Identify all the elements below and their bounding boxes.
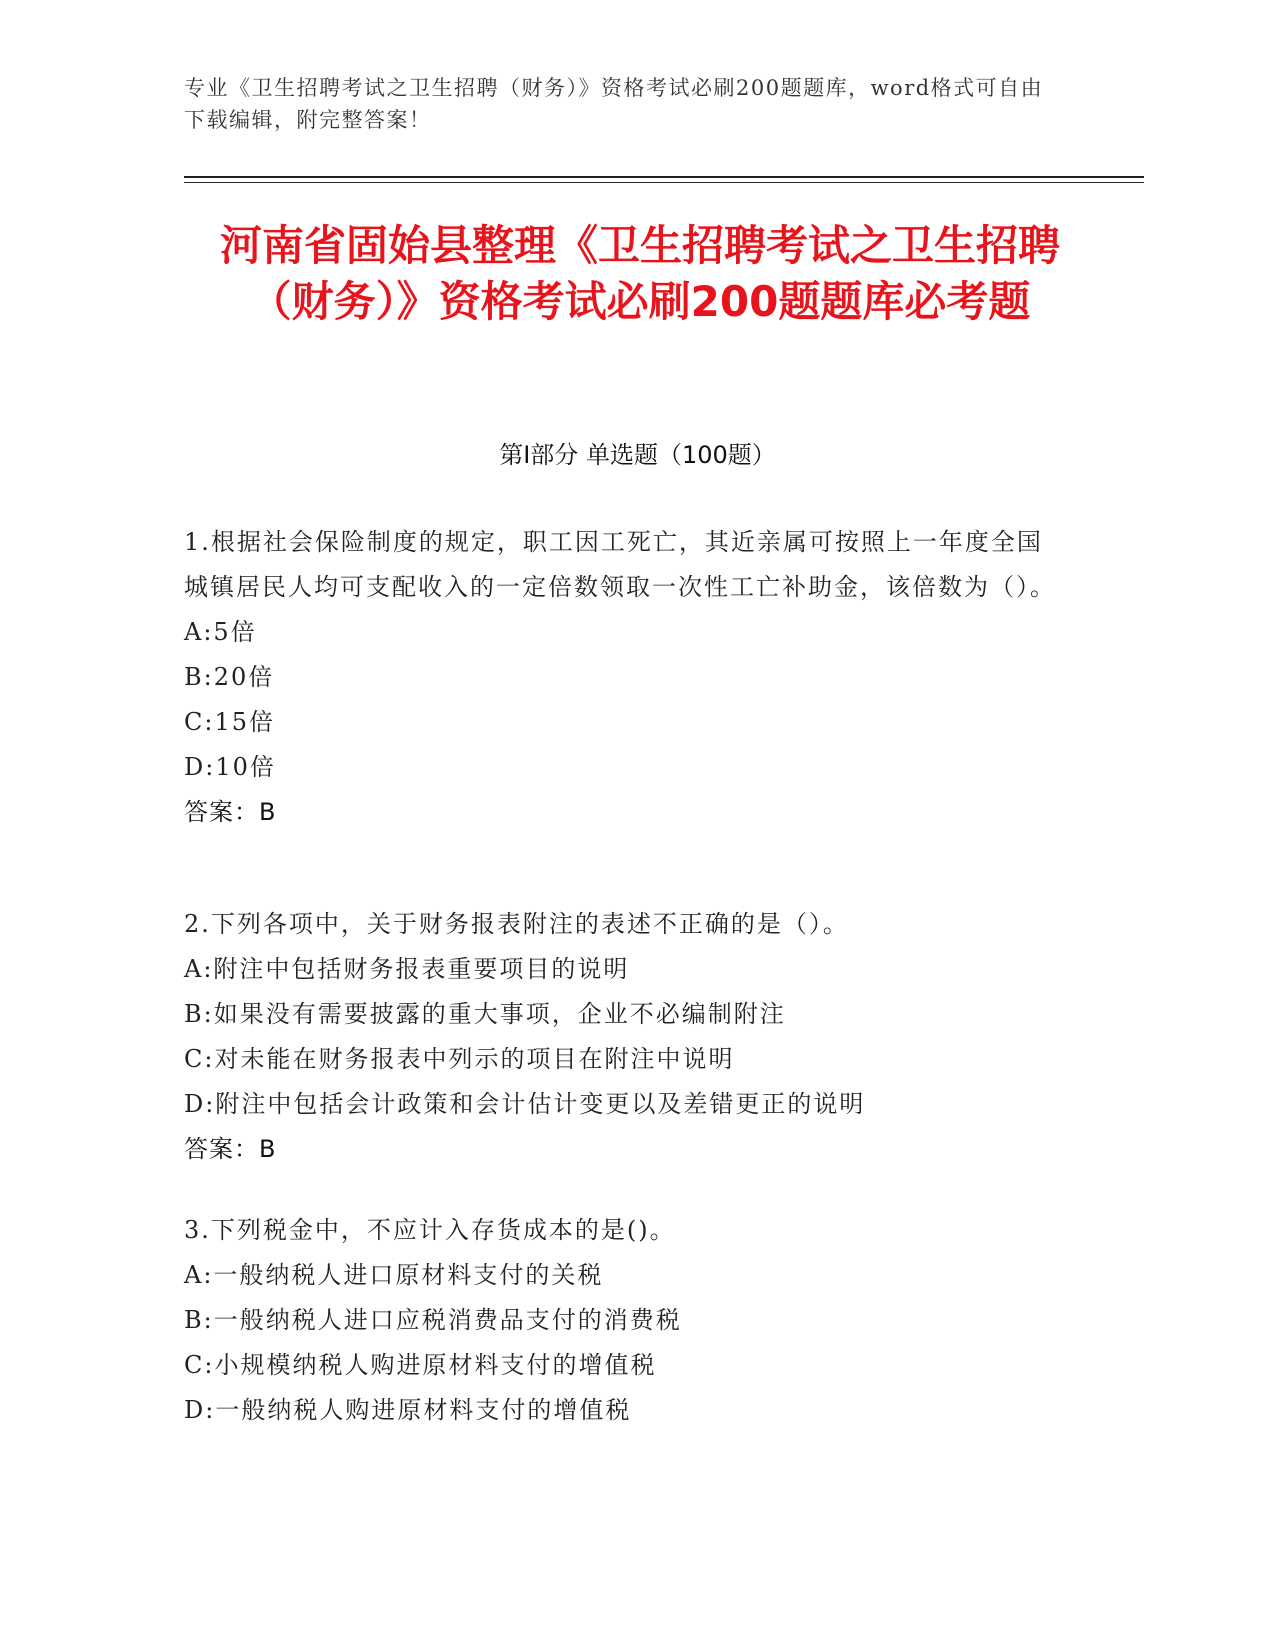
option-c: C:对未能在财务报表中列示的项目在附注中说明 bbox=[184, 1045, 735, 1073]
option-b: B:一般纳税人进口应税消费品支付的消费税 bbox=[184, 1306, 682, 1334]
option-d: D:10倍 bbox=[184, 753, 276, 781]
question-2 bbox=[184, 902, 1064, 1172]
option-c: C:小规模纳税人购进原材料支付的增值税 bbox=[184, 1351, 657, 1379]
question-stem: 2.下列各项中，关于财务报表附注的表述不正确的是（）。 bbox=[184, 910, 849, 938]
option-d: D:附注中包括会计政策和会计估计变更以及差错更正的说明 bbox=[184, 1090, 866, 1118]
option-a: A:一般纳税人进口原材料支付的关税 bbox=[184, 1261, 604, 1289]
option-a: A:附注中包括财务报表重要项目的说明 bbox=[184, 955, 630, 983]
option-a: A:5倍 bbox=[184, 618, 257, 646]
option-c: C:15倍 bbox=[184, 708, 275, 736]
section-title: 第Ⅰ部分 单选题（100题） bbox=[499, 441, 776, 469]
question-1 bbox=[184, 520, 1064, 835]
option-b: B:如果没有需要披露的重大事项，企业不必编制附注 bbox=[184, 1000, 786, 1028]
header-note: 专业《卫生招聘考试之卫生招聘（财务）》资格考试必刷200题题库，word格式可自由下载编辑，附完整答案！ bbox=[184, 76, 1044, 132]
answer: 答案：B bbox=[184, 798, 277, 826]
question-3 bbox=[184, 1208, 1064, 1433]
document-title: 河南省固始县整理《卫生招聘考试之卫生招聘（财务）》资格考试必刷200题题库必考题 bbox=[219, 221, 1060, 326]
question-stem: 1.根据社会保险制度的规定，职工因工死亡，其近亲属可按照上一年度全国城镇居民人均可支配收入的一定倍数领取一次性工亡补助金，该倍数为（）。 bbox=[184, 528, 1056, 601]
answer: 答案：B bbox=[184, 1135, 277, 1163]
header-divider-thin bbox=[184, 182, 1144, 183]
question-stem: 3.下列税金中，不应计入存货成本的是()。 bbox=[184, 1216, 676, 1244]
option-b: B:20倍 bbox=[184, 663, 275, 691]
option-d: D:一般纳税人购进原材料支付的增值税 bbox=[184, 1396, 632, 1424]
header-divider-thick bbox=[184, 176, 1144, 178]
